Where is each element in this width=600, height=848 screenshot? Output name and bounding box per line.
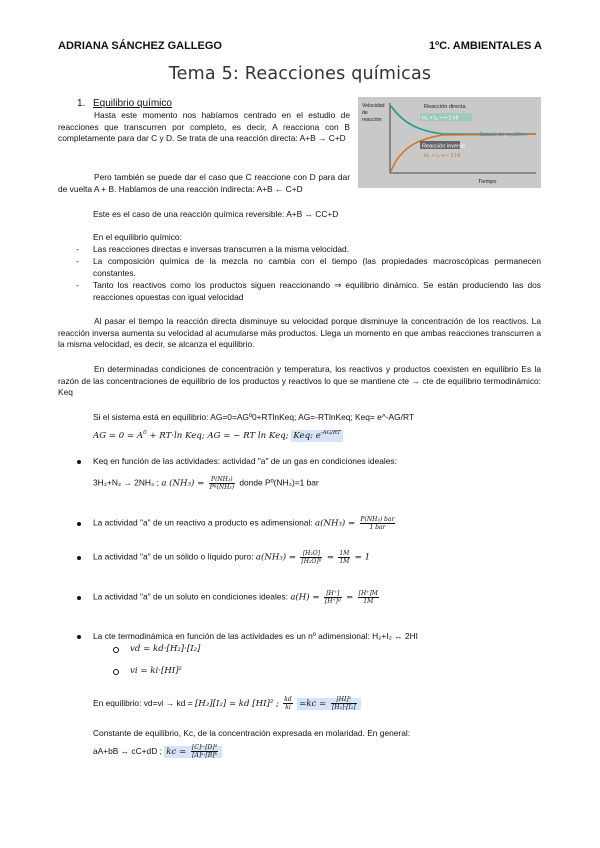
- bullet-marker: [77, 522, 81, 526]
- paragraph-velocity-change: Al pasar el tiempo la reacción directa disminuye su velocidad porque disminuye la concentración de los reactivos. La reacción inversa aumenta su velocidad al acumularse más productos. Llega un momento en que ambas reacciones transcurren a la misma velocidad, es decir, se alcanza el equilibrio.: [58, 316, 541, 350]
- dash-marker: -: [76, 256, 79, 266]
- rate-vs-time-chart: [358, 97, 541, 188]
- page-title: Tema 5: Reacciones químicas: [168, 64, 432, 84]
- bullet-marker: [77, 556, 81, 560]
- dash-item: La composición química de la mezcla no cambia con el tiempo (las propiedades macroscópicas permanecen constantes.: [93, 256, 541, 278]
- course-name: 1ºC. AMBIENTALES A: [428, 40, 542, 52]
- direct-rate-law: vd = kd·[H₂]·[I₂]: [130, 644, 201, 654]
- gibbs-equation: AG = $0 = A^0 + RT\cdot\ln$ Keq; AG = − RT ln Keq; Keq: $e^{-AG/RT}$: [93, 430, 341, 441]
- direct-label: Reacción directa: [424, 104, 466, 110]
- x-axis-label: Tiempo: [478, 179, 497, 185]
- equilibrium-relation: En equilibrio: vd=vi → kd = [H₂][I₂] = kd [HI]² ; $\frac{kd}{ki}$ =kc = $\frac{\text{[HI]²}}{\text{[H₂]·[I₂]}}$: [93, 696, 361, 711]
- paragraph-kc: Constante de equilibrio, Kc, de la concentración expresada en molaridad. En general:: [93, 728, 411, 738]
- bullet-solute-activity: La actividad "a" de un soluto en condiciones ideales: a(H) = $\frac{[H^+]}{\text{[H⁺]º}}$ = $\frac{[H^+]M}{1M}$: [93, 590, 378, 605]
- paragraph-keq: En determinadas condiciones de concentración y temperatura, los reactivos y productos coexisten en equilibrio Es la razón de las concentraciones de equilibrio de los productos y reactivos lo que se mantiene cte → cte de equilibrio termodinámico: Keq: [58, 364, 541, 398]
- inverse-label: Reacción inversa: [422, 143, 465, 150]
- bullet-solid-activity: La actividad "a" de un sólido o líquido puro: a(NH₃) = $\frac{\text{[H₂O]}}{\text{[H₂O]º}}$ = $\frac{1M}{1M}$ = 1: [93, 550, 371, 565]
- paragraph-indirect-reaction: Pero también se puede dar el caso que C reaccione con D para dar de vuelta A + B. Hablamos de una reacción indirecta: A+B ← C+D: [58, 172, 350, 194]
- bullet-thermo-constant: La cte termodinámica en función de las actividades es un nº adimensional: H₂+I₂ ↔ 2HI: [93, 631, 418, 641]
- inverse-rate-law: vi = ki·[HI]²: [130, 666, 182, 676]
- section-number: 1.: [77, 98, 86, 109]
- equilibrium-figure: [358, 97, 541, 188]
- bullet-marker: [77, 596, 81, 600]
- dash-item: Las reacciones directas e inversas transcurren a la misma velocidad.: [93, 244, 350, 254]
- inverse-equation: H₂ + I₂ ⟵ 2 HI: [424, 153, 461, 159]
- paragraph-equilibrium-intro: En el equilibrio químico:: [93, 232, 182, 242]
- y-axis-label-3: reacción: [362, 117, 382, 123]
- bullet-keq-activities: Keq en función de las actividades: actividad "a" de un gas en condiciones ideales:: [93, 456, 397, 466]
- bullet-marker: [77, 460, 81, 464]
- general-kc-equation: aA+bB ↔ cC+dD ; kc = $\frac{\text{[C]ᶜ·[D]ᵈ}}{\text{[A]ᵃ·[B]ᵇ}}$: [93, 744, 222, 759]
- paragraph-direct-reaction: Hasta este momento nos habíamos centrado en el estudio de reacciones que transcurren por completo, es decir, A reacciona con B completamente para dar C y D. Se trata de una reacción directa: A+B → C+D: [58, 110, 350, 144]
- direct-equation: H₂ + I₂ ⟶ 2 HI: [422, 115, 459, 122]
- circle-marker: [113, 669, 119, 675]
- y-axis-label-1: Velocidad: [362, 103, 385, 109]
- dash-marker: -: [76, 280, 79, 290]
- dash-marker: -: [76, 244, 79, 254]
- dash-item: Tanto los reactivos como los productos siguen reaccionando ⇒ equilibrio dinámico. Se están produciendo las dos reacciones opuestas con igual velocidad: [93, 280, 541, 302]
- bullet-marker: [77, 635, 81, 639]
- equilibrium-label: Estado de equilibrio: [480, 132, 528, 138]
- author-name: ADRIANA SÁNCHEZ GALLEGO: [58, 40, 222, 52]
- bullet-reactive-activity: La actividad "a" de un reactivo a producto es adimensional: a(NH₃) = $\frac{\text{P(NH₃) bar}}{\text{1 bar}}$: [93, 516, 395, 531]
- paragraph-gibbs: Si el sistema está en equilibrio: AG=0=AGº0+RTlnKeq; AG=-RTlnKeq; Keq= e^-AG/RT: [93, 412, 414, 422]
- paragraph-reversible: Este es el caso de una reacción química reversible: A+B ↔ CC+D: [93, 209, 339, 219]
- ammonia-reaction: 3H₂+N₂ → 2NH₃ ; a (NH₃) = $\frac{\text{P(NH₃)}}{\text{Pº(NH₃)}}$ donde Pº(NH₃)=1 bar: [93, 476, 319, 491]
- circle-marker: [113, 647, 119, 653]
- y-axis-label-2: de: [362, 110, 368, 116]
- section-heading: Equilibrio químico: [93, 98, 172, 109]
